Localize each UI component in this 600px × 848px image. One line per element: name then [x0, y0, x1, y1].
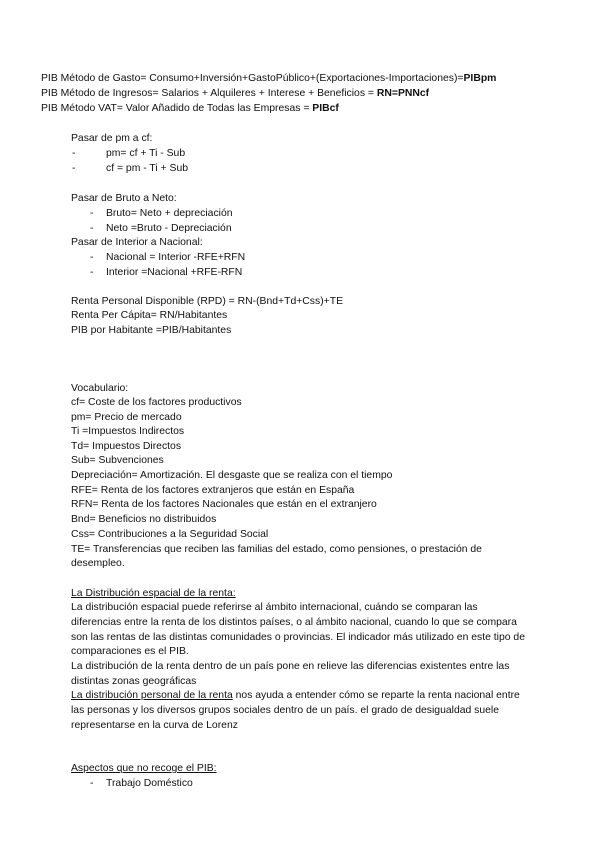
pib-gasto-line: PIB Método de Gasto= Consumo+Inversión+GastoPúblico+(Exportaciones-Importaciones)=PIBpm: [41, 73, 497, 84]
distribucion-title: La Distribución espacial de la renta:: [71, 588, 236, 599]
interior-nacional-item: Nacional = Interior -RFE+RFN: [106, 252, 246, 263]
bullet-dash: -: [72, 148, 76, 159]
vocab-item: desempleo.: [71, 558, 125, 569]
formula-pib-habitante: PIB por Habitante =PIB/Habitantes: [71, 325, 232, 336]
vocab-item: Sub= Subvenciones: [71, 455, 164, 466]
distribucion-personal-line: La distribución personal de la renta nos ayuda a entender cómo se reparte la renta nacional entre: [71, 690, 520, 701]
formula-rpd: Renta Personal Disponible (RPD) = RN-(Bnd+Td+Css)+TE: [71, 296, 343, 307]
bullet-dash: -: [90, 267, 94, 278]
vocab-item: Css= Contribuciones a la Seguridad Social: [71, 529, 269, 540]
distribucion-line: La distribución espacial puede referirse al ámbito internacional, cuándo se comparan las: [71, 602, 478, 613]
bullet-dash: -: [90, 778, 94, 789]
vocab-item: Td= Impuestos Directos: [71, 441, 182, 452]
aspectos-item: Trabajo Doméstico: [106, 778, 193, 789]
formula-renta-per-capita: Renta Per Cápita= RN/Habitantes: [71, 310, 228, 321]
vocab-item: Ti =Impuestos Indirectos: [71, 426, 185, 437]
bruto-neto-item: Neto =Bruto - Depreciación: [106, 223, 232, 234]
interior-nacional-title: Pasar de Interior a Nacional:: [71, 237, 203, 248]
interior-nacional-item: Interior =Nacional +RFE-RFN: [106, 267, 243, 278]
vocab-item: Depreciación= Amortización. El desgaste que se realiza con el tiempo: [71, 470, 393, 481]
distribucion-line: representarse en la curva de Lorenz: [71, 720, 238, 731]
distribucion-personal-title: La distribución personal de la renta: [71, 690, 233, 701]
pib-vat-result: PIBcf: [312, 103, 339, 114]
distribucion-line: diferencias entre la renta de los distintos países, o al ámbito nacional, cuando lo que se compara: [71, 617, 517, 628]
pib-ingresos-result: RN=PNNcf: [376, 88, 430, 99]
distribucion-line: las personas y los diversos grupos sociales dentro de un país. el grado de desigualdad suele: [71, 705, 500, 716]
vocab-item: RFE= Renta de los factores extranjeros que están en España: [71, 485, 355, 496]
vocab-item: cf= Coste de los factores productivos: [71, 397, 242, 408]
pib-gasto-result: PIBpm: [463, 73, 497, 84]
pib-ingresos-line: PIB Método de Ingresos= Salarios + Alquileres + Interese + Beneficios = RN=PNNcf: [41, 88, 430, 99]
bullet-dash: -: [90, 252, 94, 263]
vocab-item: TE= Transferencias que reciben las familias del estado, como pensiones, o prestación de: [71, 544, 482, 555]
distribucion-line: La distribución de la renta dentro de un país pone en relieve las diferencias existentes entre las: [71, 661, 510, 672]
bruto-neto-item: Bruto= Neto + depreciación: [106, 208, 233, 219]
pm-cf-title: Pasar de pm a cf:: [71, 133, 153, 144]
distribucion-line: son las rentas de las distintas comunidades o provincias. El indicador más utilizado en este tipo de: [71, 632, 525, 643]
vocab-item: Bnd= Beneficios no distribuidos: [71, 514, 217, 525]
bullet-dash: -: [90, 208, 94, 219]
distribucion-line: comparaciones es el PIB.: [71, 646, 189, 657]
vocab-item: RFN= Renta de los factores Nacionales que están en el extranjero: [71, 499, 377, 510]
distribucion-line: distintas zonas geográficas: [71, 676, 197, 687]
bullet-dash: -: [72, 163, 76, 174]
pib-vat-line: PIB Método VAT= Valor Añadido de Todas las Empresas = PIBcf: [41, 103, 339, 114]
vocab-title: Vocabulario:: [71, 383, 129, 394]
bullet-dash: -: [90, 223, 94, 234]
pm-cf-item: pm= cf + Ti - Sub: [106, 148, 186, 159]
pm-cf-item: cf = pm - Ti + Sub: [106, 163, 189, 174]
aspectos-title: Aspectos que no recoge el PIB:: [71, 763, 217, 774]
vocab-item: pm= Precio de mercado: [71, 412, 182, 423]
bruto-neto-title: Pasar de Bruto a Neto:: [71, 193, 177, 204]
